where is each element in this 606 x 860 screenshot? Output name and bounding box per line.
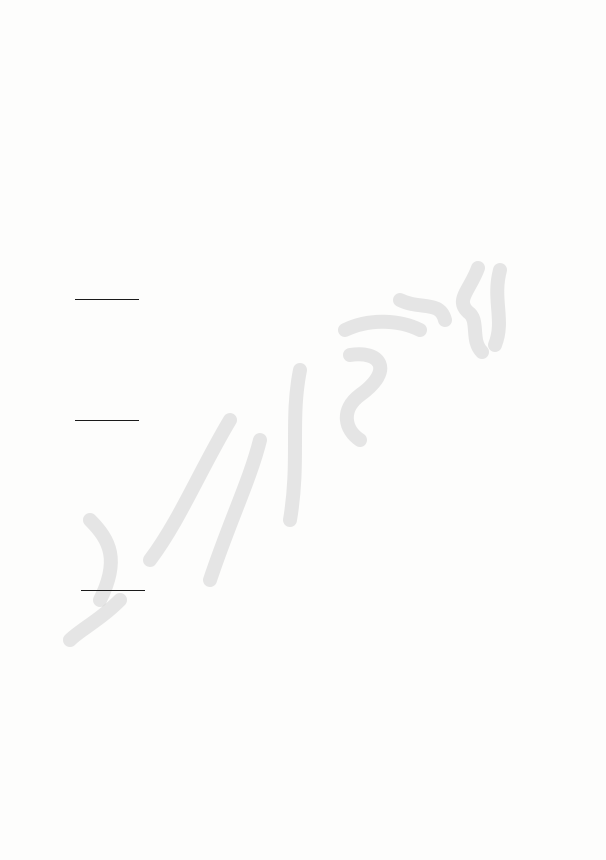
- question-stem: [47, 285, 140, 306]
- answer-blank: [75, 406, 139, 421]
- question-stem: [47, 406, 140, 427]
- answer-blank: [81, 576, 145, 591]
- answer-blank: [75, 285, 139, 300]
- question-stem-end: [80, 576, 146, 597]
- question-stem: [47, 528, 74, 548]
